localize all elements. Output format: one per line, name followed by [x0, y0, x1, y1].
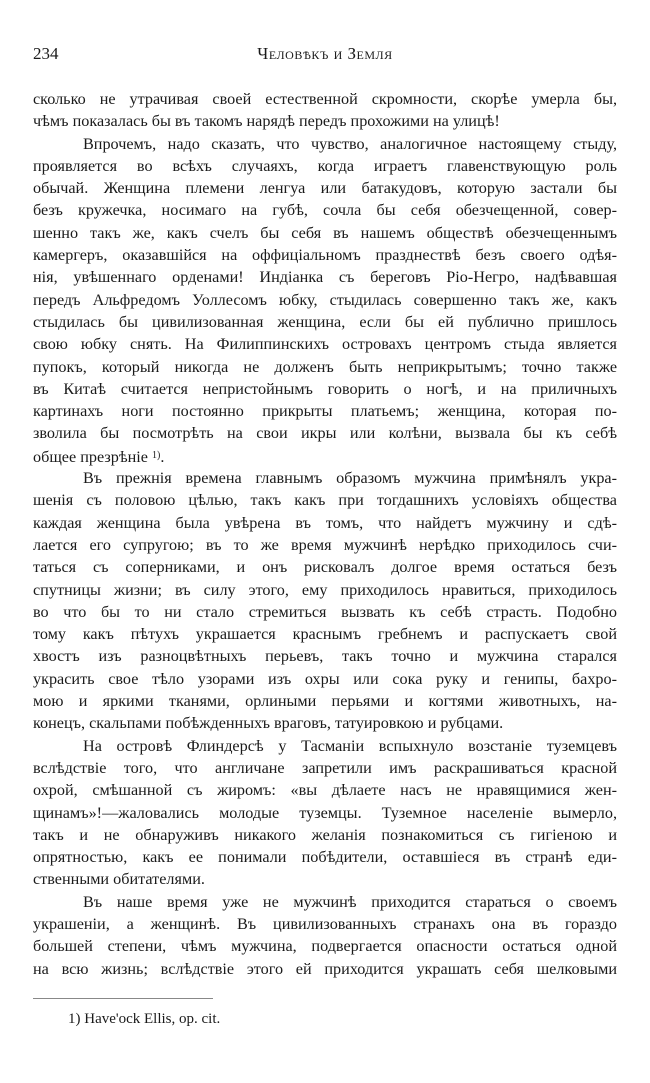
- footnote: 1) Have'ock Ellis, op. cit.: [68, 1011, 221, 1027]
- line-text: камергеръ, оказавшійся на оффиціальномъ празднествѣ безъ своего одѣя-: [33, 246, 617, 265]
- line-text: украшеніи, а женщинѣ. Въ цивилизованныхъ странахъ она въ гораздо: [33, 914, 617, 933]
- footnote-reference[interactable]: 1): [152, 449, 161, 461]
- text-line: [33, 333, 617, 355]
- text-line: [33, 422, 617, 444]
- line-text: картинахъ ноги постоянно прикрыты платьемъ; женщина, которая по-: [33, 402, 617, 421]
- line-text: нія, увѣшеннаго орденами! Индіанка съ береговъ Ріо-Негро, надѣвавшая: [33, 268, 617, 287]
- text-line: [33, 199, 617, 221]
- text-line: [33, 645, 617, 667]
- text-line: [33, 222, 617, 244]
- text-line: [33, 735, 617, 757]
- text-line: [33, 935, 617, 957]
- text-line: [33, 556, 617, 578]
- text-line: [33, 489, 617, 511]
- line-text: общее презрѣніе: [33, 447, 148, 466]
- line-text: обычай. Женщина племени ленгуа или батакудовъ, которую застали бы: [33, 179, 617, 198]
- text-line: общее презрѣніе $^{1)}$.: [33, 447, 165, 466]
- text-line: [33, 244, 617, 266]
- text-line: [33, 88, 617, 110]
- text-line: [33, 668, 617, 690]
- line-text: хвостъ изъ разноцвѣтныхъ перьевъ, такъ точно и мужчина старался: [33, 647, 617, 666]
- line-text: тому какъ пѣтухъ украшается краснымъ гребнемъ и распускаетъ свой: [33, 625, 617, 644]
- text-line: [33, 534, 617, 556]
- text-line: [33, 356, 617, 378]
- footnote-divider: [33, 998, 213, 999]
- text-line: [33, 155, 617, 177]
- line-text: проявляется во всѣхъ случаяхъ, когда играетъ главенствующую роль: [33, 156, 617, 175]
- line-text: Впрочемъ, надо сказать, что чувство, аналогичное настоящему стыду,: [83, 134, 617, 153]
- paragraph: [33, 88, 617, 133]
- line-text: украсить свое тѣло узорами изъ охры или сока руку и генипы, бахро-: [33, 669, 617, 688]
- text-line: [33, 579, 617, 601]
- line-text: опрятностью, какъ ее понимали побѣдители, оставшіеся въ странѣ еди-: [33, 848, 617, 867]
- text-line: [33, 133, 617, 155]
- line-text: свою юбку снять. На Филиппинскихъ островахъ центромъ стыда является: [33, 335, 617, 354]
- line-text: мою и яркими тканями, орлиными перьями и когтями животныхъ, на-: [33, 692, 617, 711]
- line-text: чѣмъ показалась бы въ такомъ нарядѣ передъ прохожими на улицѣ!: [33, 112, 500, 131]
- line-text: каждая женщина была увѣрена въ томъ, что найдетъ мужчину и сдѣ-: [33, 513, 617, 532]
- line-text: На островѣ Флиндерсѣ у Тасманіи вспыхнуло возстаніе туземцевъ: [83, 736, 617, 755]
- text-line: [33, 712, 617, 734]
- text-line: [33, 467, 617, 489]
- text-line: [33, 757, 617, 779]
- paragraph: [33, 891, 617, 980]
- text-line: [33, 913, 617, 935]
- text-line: [33, 512, 617, 534]
- running-title: Человѣкъ и Земля: [257, 44, 393, 63]
- line-text: Въ наше время уже не мужчинѣ приходится стараться о своемъ: [83, 892, 617, 911]
- line-text: лается его супругою; въ то же время мужчинѣ нерѣдко приходилось счи-: [33, 535, 617, 554]
- line-text: стыдилась бы цивилизованная женщина, если бы ей публично пришлось: [33, 312, 617, 331]
- text-line: [33, 802, 617, 824]
- line-text: пупокъ, который никогда не долженъ быть неприкрытымъ; точно также: [33, 357, 617, 376]
- text-line: [33, 266, 617, 288]
- line-text: во что бы то ни стало стремиться вызвать къ себѣ страсть. Подобно: [33, 602, 617, 621]
- text-line: [33, 289, 617, 311]
- line-text: спутницы жизни; въ силу этого, ему приходилось нравиться, приходилось: [33, 580, 617, 599]
- text-line: [33, 868, 617, 890]
- line-text: вслѣдствіе того, что англичане запретили имъ раскрашиваться красной: [33, 758, 617, 777]
- text-line: [33, 601, 617, 623]
- line-text: зволила бы посмотрѣть на свои икры или колѣни, вызвала бы къ себѣ: [33, 424, 617, 443]
- line-text: ственными обитателями.: [33, 870, 205, 889]
- text-line: [33, 891, 617, 913]
- text-line: [33, 824, 617, 846]
- line-text: на всю жизнь; вслѣдствіе этого ей приходится украшать себя шелковыми: [33, 959, 617, 978]
- paragraph: [33, 467, 617, 735]
- page-number: 234: [33, 44, 59, 63]
- line-text: сколько не утрачивая своей естественной скромности, скорѣе умерла бы,: [33, 90, 617, 108]
- body-text: [33, 88, 617, 980]
- line-text: большей степени, чѣмъ мужчина, подвергается опасности остаться одной: [33, 937, 617, 956]
- text-line: [33, 846, 617, 868]
- text-line: [33, 110, 617, 132]
- line-text: таться съ соперниками, и онъ рисковалъ долгое время остаться безъ: [33, 558, 617, 577]
- line-text: охрой, смѣшанной съ жиромъ: «вы дѣлаете насъ не нравящимися жен-: [33, 781, 617, 800]
- text-line: [33, 311, 617, 333]
- text-line: [33, 177, 617, 199]
- page-header: [33, 44, 617, 68]
- line-text: безъ кружечка, носимаго на губѣ, сочла бы себя обезчещенной, совер-: [33, 201, 617, 220]
- text-line: [33, 690, 617, 712]
- line-text: конецъ, скальпами побѣжденныхъ враговъ, татуировкою и рубцами.: [33, 714, 504, 733]
- line-text: передъ Альфредомъ Уоллесомъ юбку, стыдилась совершенно такъ же, какъ: [33, 290, 617, 309]
- line-text: шенно такъ же, какъ счелъ бы себя въ нашемъ обществѣ обезчещеннымъ: [33, 223, 617, 242]
- text-line: [33, 623, 617, 645]
- text-line: [33, 378, 617, 400]
- paragraph: [33, 735, 617, 891]
- text-line: [33, 400, 617, 422]
- line-text: Въ прежнія времена главнымъ образомъ мужчина примѣнялъ укра-: [83, 469, 617, 488]
- line-text: щинамъ»!—жаловались молодые туземцы. Туземное населеніе вымерло,: [33, 803, 617, 822]
- line-text: шенія съ половою цѣлью, такъ какъ при тогдашнихъ условіяхъ общества: [33, 491, 617, 510]
- line-text: въ Китаѣ считается непристойнымъ говорить о ногѣ, и на приличныхъ: [33, 379, 617, 398]
- text-line: [33, 779, 617, 801]
- line-text: такъ и не обнаруживъ никакого желанія познакомиться съ гигіеною и: [33, 825, 617, 844]
- paragraph: [33, 133, 617, 467]
- text-line: [33, 958, 617, 980]
